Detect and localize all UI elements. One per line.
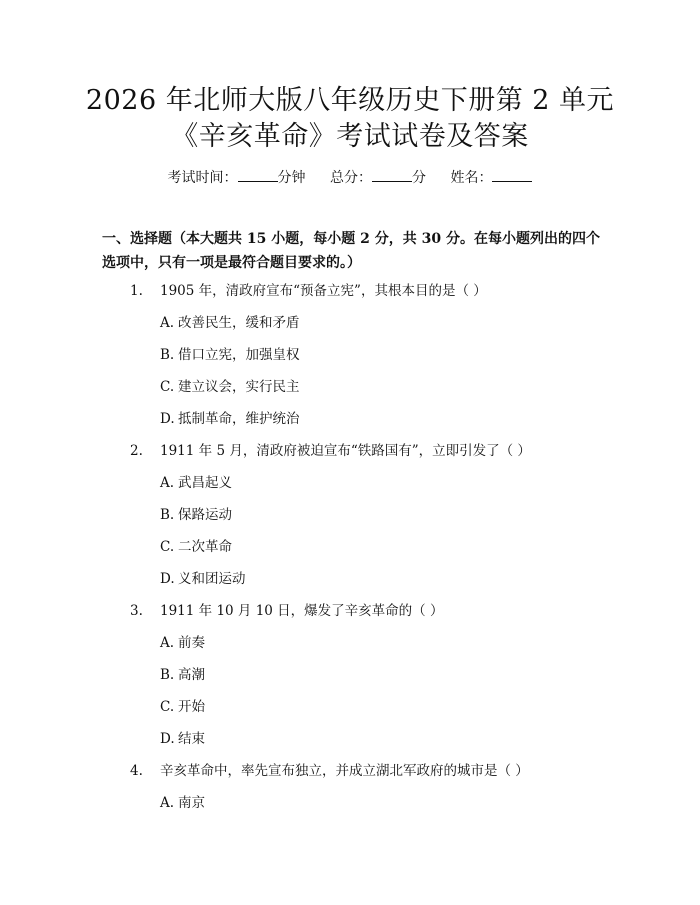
question-4 (130, 761, 529, 781)
option-text: 抵制革命，维护统治 (178, 411, 300, 427)
time-blank (238, 167, 278, 182)
question-number: 3. (130, 603, 143, 619)
score-blank (372, 167, 412, 182)
option-text: 南京 (178, 795, 205, 811)
question-3-option-c (160, 697, 205, 717)
option-letter: A. (160, 635, 175, 651)
option-text: 前奏 (178, 635, 205, 651)
exam-meta (0, 167, 700, 188)
question-3-option-b (160, 665, 205, 685)
question-4-option-a (160, 793, 205, 813)
question-2-option-c (160, 537, 232, 557)
question-text: 辛亥革命中，率先宣布独立，并成立湖北军政府的城市是（ ） (160, 763, 529, 779)
option-letter: A. (160, 795, 175, 811)
option-letter: D. (160, 571, 175, 587)
option-text: 保路运动 (178, 507, 232, 523)
option-text: 义和团运动 (178, 571, 246, 587)
option-text: 改善民生，缓和矛盾 (178, 315, 300, 331)
option-text: 二次革命 (178, 539, 232, 555)
option-letter: C. (160, 699, 175, 715)
option-text: 高潮 (178, 667, 205, 683)
question-number: 2. (130, 443, 143, 459)
question-number: 1. (130, 283, 143, 299)
option-letter: D. (160, 411, 175, 427)
question-2-option-a (160, 473, 232, 493)
option-text: 借口立宪，加强皇权 (178, 347, 300, 363)
option-letter: B. (160, 347, 175, 363)
score-label: 总分： (330, 170, 372, 186)
question-1-option-c (160, 377, 300, 397)
question-text: 1911 年 5 月，清政府被迫宣布“铁路国有”，立即引发了（ ） (160, 443, 531, 459)
option-letter: B. (160, 507, 175, 523)
question-1-option-b (160, 345, 300, 365)
time-label: 考试时间： (167, 170, 238, 186)
question-text: 1911 年 10 月 10 日，爆发了辛亥革命的（ ） (160, 603, 444, 619)
question-1-option-d (160, 409, 300, 429)
exam-title-line-2: 《辛亥革命》考试试卷及答案 (171, 121, 529, 152)
score-field (330, 170, 430, 186)
option-letter: A. (160, 315, 175, 331)
score-unit: 分 (412, 170, 426, 186)
question-text: 1905 年，清政府宣布“预备立宪”，其根本目的是（ ） (160, 283, 487, 299)
option-text: 武昌起义 (178, 475, 232, 491)
option-letter: C. (160, 539, 175, 555)
question-3-option-d (160, 729, 205, 749)
name-field (450, 170, 532, 186)
question-2 (130, 441, 531, 461)
question-2-option-d (160, 569, 246, 589)
option-letter: C. (160, 379, 175, 395)
option-letter: B. (160, 667, 175, 683)
exam-title-line-1: 2026 年北师大版八年级历史下册第 2 单元 (85, 85, 615, 116)
option-letter: D. (160, 731, 175, 747)
question-3-option-a (160, 633, 205, 653)
option-letter: A. (160, 475, 175, 491)
name-label: 姓名： (450, 170, 493, 186)
option-text: 建立议会，实行民主 (178, 379, 300, 395)
time-unit: 分钟 (277, 170, 306, 186)
time-field (168, 170, 310, 186)
question-2-option-b (160, 505, 232, 525)
name-blank (492, 167, 532, 182)
option-text: 结束 (178, 731, 205, 747)
question-3 (130, 601, 443, 621)
question-number: 4. (130, 763, 143, 779)
question-1 (130, 281, 487, 301)
option-text: 开始 (178, 699, 205, 715)
question-1-option-a (160, 313, 300, 333)
section-heading: 一、选择题（本大题共 15 小题，每小题 2 分，共 30 分。在每小题列出的四个选项中，只有一项是最符合题目要求的。） (102, 231, 600, 271)
